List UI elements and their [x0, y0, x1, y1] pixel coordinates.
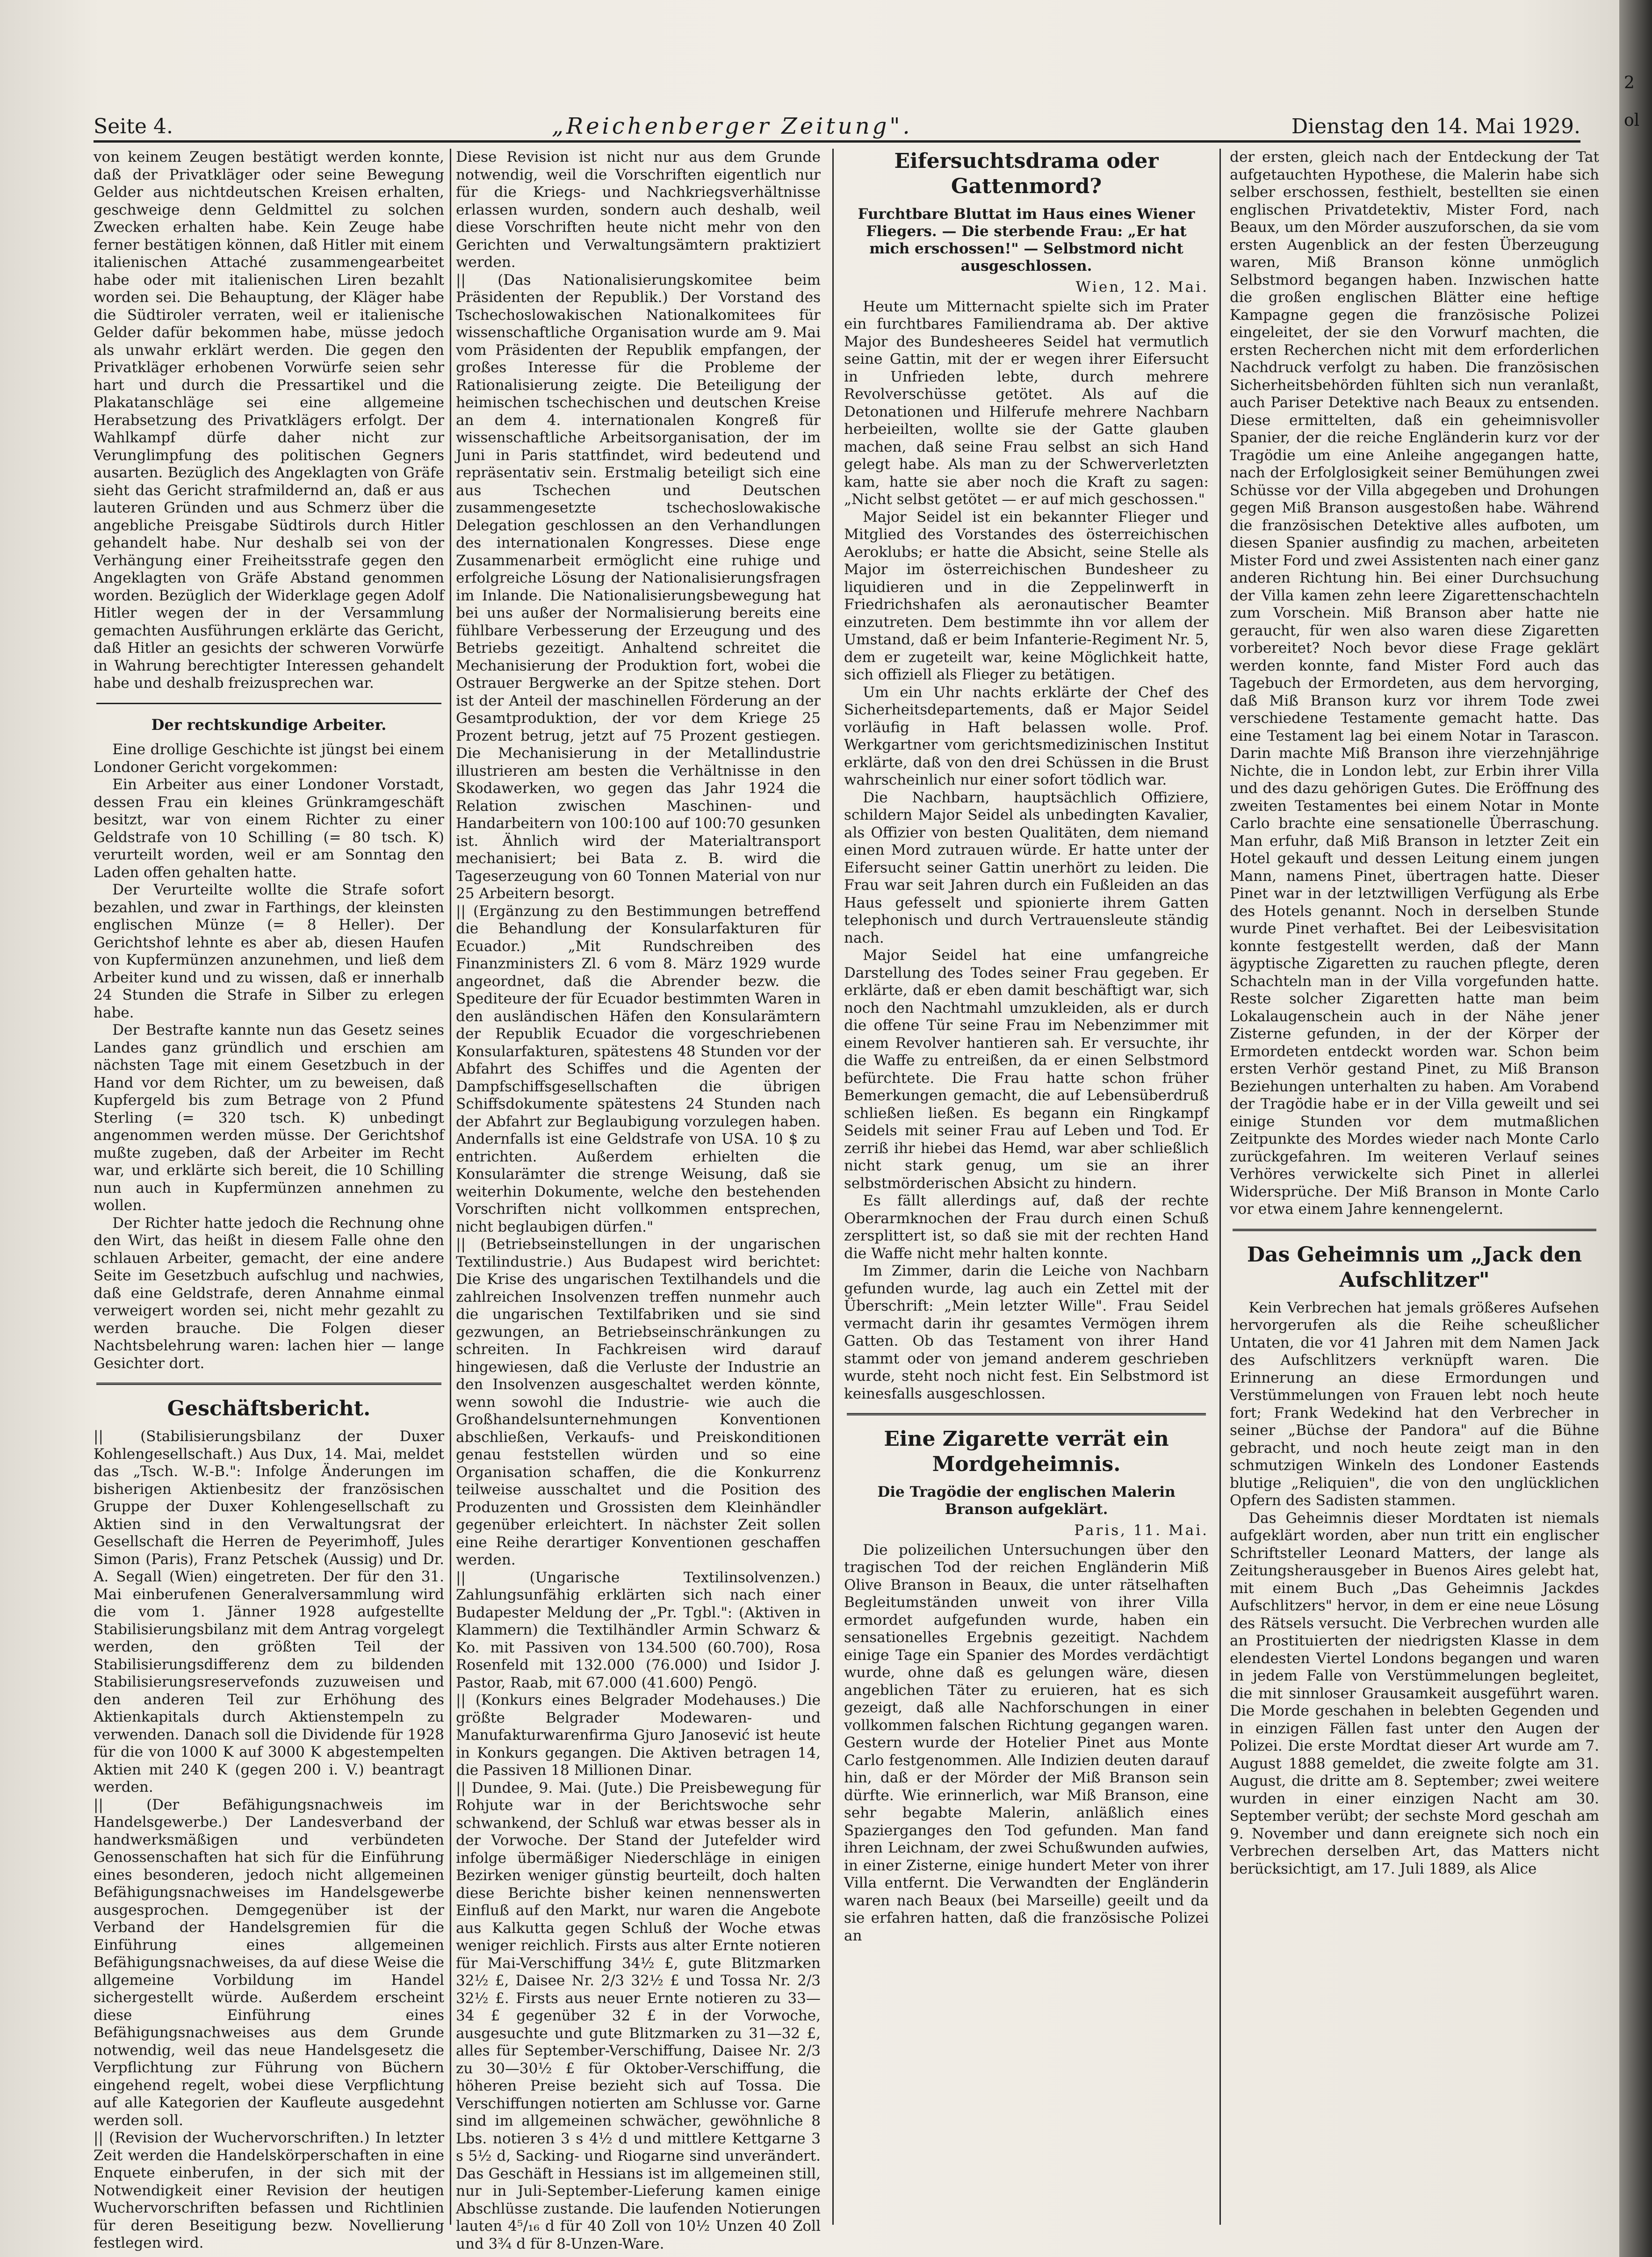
report-item: || Dundee, 9. Mai. (Jute.) Die Preisbewegung für Rohjute war in der Berichtswoche sehr schwankend, der Schluß war etwas besser als in der Vorwoche. Der Stand der Jutefelder wird infolge übermäßiger Niederschläge in einigen Bezirken weniger günstig beurteilt, doch halten diese Berichte bisher keinen nennenswerten Einfluß auf den Markt, nur waren die Angebote aus Kalkutta gegen Schluß der Woche etwas weniger reichlich. Firsts aus alter Ernte notieren für Mai-Verschiffung 34½ £, gute Blitzmarken 32½ £, Daisee Nr. 2/3 32½ £ und Tossa Nr. 2/3 32½ £. Firsts aus neuer Ernte notieren zu 33—34 £ gegenüber 32 £ in der Vorwoche, ausgesuchte und gute Blitzmarken zu 31—32 £, alles für September-Verschiffung, Daisee Nr. 2/3 zu 30—30½ £ für Oktober-Verschiffung, die höheren Preise bezieht sich auf Tossa. Die Verschiffungen notierten am Schlusse vor. Garne sind im allgemeinen schwächer, gewöhnliche 8 Lbs. notieren 3 s 4½ d und mittlere Kettgarne 3 s 5½ d, Sacking- und Riogarne sind unverändert. Das Geschäft in Hessians ist im allgemeinen still, nur in Juli-September-Lieferung kamen einige Abschlüsse zustande. Die laufenden Notierungen lauten 4⁵/₁₆ d für 40 Zoll von 10½ Unzen 40 Zoll und 3¾ d für 8-Unzen-Ware. [456, 1779, 821, 2252]
dateline: Paris, 11. Mai. [1074, 1522, 1209, 1539]
article-paragraph: Heute um Mitternacht spielte sich im Prater ein furchtbares Familiendrama ab. Der aktive Major des Bundesheeres Seidel hat vermutlich seine Gattin, mit der er wegen ihrer Eifersucht in Unfrieden lebte, durch mehrere Revolverschüsse getötet. Als auf die Detonationen und Hilferufe mehrere Nachbarn herbeieilten, wollte sie der Gatte glauben machen, daß seine Frau selbst an sich Hand gelegt habe. Als man zu der Schwerverletzten kam, hatte sie aber noch die Kraft zu sagen: „Nicht selbst getötet — er auf mich geschossen." [844, 298, 1209, 508]
report-item: || (Stabilisierungsbilanz der Duxer Kohlengesellschaft.) Aus Dux, 14. Mai, meldet das „Tsch. W.-B.": Infolge Änderungen im bisherigen Aktienbesitz der französischen Gruppe der Duxer Kohlengesellschaft zu Aktien sind in den Verwaltungsrat der Gesellschaft die Herren de Peyerimhoff, Jules Simon (Paris), Franz Petschek (Aussig) und Dr. A. Segall (Wien) eingetreten. Der für den 31. Mai einberufenen Generalversammlung wird die vom 1. Jänner 1928 aufgestellte Stabilisierungsbilanz mit dem Antrag vorgelegt werden, den größten Teil der Stabilisierungsdifferenz dem zu bildenden Stabilisierungsreservefonds zuzuweisen und den anderen Teil zur Erhöhung des Aktienkapitals durch Aktienstempeln zu verwenden. Danach soll die Dividende für 1928 für die von 1000 K auf 3000 K abgestempelten Aktien mit 240 K (gegen 200 i. V.) beantragt werden. [94, 1428, 444, 1796]
report-item: || (Betriebseinstellungen in der ungarischen Textilindustrie.) Aus Budapest wird berichtet: Die Krise des ungarischen Textilhandels und die zahlreichen Insolvenzen treffen nunmehr auch die ungarischen Textilfabriken und sie sind gezwungen, an Betriebseinschränkungen zu schreiten. In Fachkreisen wird darauf hingewiesen, daß die Verluste der Industrie an den Insolvenzen ausgeschaltet werden könnte, wenn sowohl die Industrie- wie auch die Großhandelsunternehmungen Konventionen abschließen, Verkaufs- und Preiskonditionen genau feststellen würden und so eine Organisation schaffen, die die Konkurrenz teilweise ausschaltet und die Position des Produzenten und Grossisten dem Kleinhändler gegenüber erleichtert. In nächster Zeit sollen eine Reihe derartiger Konventionen geschaffen werden. [456, 1236, 821, 1568]
article-paragraph: Das Geheimnis dieser Mordtaten ist niemals aufgeklärt worden, aber nun tritt ein englischer Schriftsteller Leonard Matters, der lange als Zeitungsherausgeber in Buenos Aires gelebt hat, mit einem Buch „Das Geheimnis Jackdes Aufschlitzers" hervor, in dem er eine neue Lösung des Rätsels versucht. Die Verbrechen wurden alle an Prostituierten der niedrigsten Klasse in dem elendesten Viertel Londons begangen und waren in jedem Falle von Verstümmelungen begleitet, die mit sinnloser Grausamkeit ausgeführt waren. Die Morde geschahen in belebten Gegenden und in einzigen Fällen fast unter den Augen der Polizei. Die erste Mordtat dieser Art wurde am 7. August 1888 gemeldet, die zweite folgte am 31. August, die dritte am 8. September; zwei weitere wurden in einer einzigen Nacht am 30. September verübt; der sechste Mord geschah am 9. November und dann ereignete sich noch ein Verbrechen derselben Art, das Matters nicht berücksichtigt, am 17. Juli 1889, als Alice [1230, 1509, 1599, 1877]
report-item: || (Ungarische Textilinsolvenzen.) Zahlungsunfähig erklärten sich nach einer Budapester Meldung der „Pr. Tgbl.": (Aktiven in Klammern) die Textilhändler Armin Schwarz & Ko. mit Passiven von 134.500 (60.700), Rosa Rosenfeld mit 132.000 (76.000) und Isidor J. Pastor, Raab, mit 67.000 (41.600) Pengö. [456, 1569, 821, 1691]
article-paragraph: Im Zimmer, darin die Leiche von Nachbarn gefunden wurde, lag auch ein Zettel mit der Überschrift: „Mein letzter Wille". Frau Seidel vermacht darin ihr gesamtes Vermögen ihrem Gatten. Ob das Testament von ihrer Hand stammt oder von jemand anderem geschrieben wurde, steht noch nicht fest. Ein Selbstmord ist keinesfalls ausgeschlossen. [844, 1262, 1209, 1402]
article-deck: Furchtbare Bluttat im Haus eines Wiener Fliegers. — Die sterbende Frau: „Er hat mich erschossen!" — Selbstmord nicht ausgeschlossen. [858, 206, 1195, 274]
article-paragraph: Ein Arbeiter aus einer Londoner Vorstadt, dessen Frau ein kleines Grünkramgeschäft besitzt, war von einem Richter zu einer Geldstrafe von 10 Schilling (= 80 tsch. K) verurteilt worden, weil er am Sonntag den Laden offen gehalten hatte. [94, 776, 444, 881]
report-item: || (Revision der Wuchervorschriften.) In letzter Zeit werden die Handelskörperschaften in eine Enquete einberufen, in der sich mit der Notwendigkeit einer Revision der heutigen Wuchervorschriften befassen und Richtlinien für deren Beseitigung bezw. Novellierung festlegen wird. [94, 2129, 444, 2251]
article-paragraph: Um ein Uhr nachts erklärte der Chef des Sicherheitsdepartements, daß er Major Seidel vorläufig in Haft belassen wolle. Prof. Werkgartner vom gerichtsmedizinischen Institut erklärte, daß von den drei Schüssen in die Brust wahrscheinlich nur einer sofort tödlich war. [844, 684, 1209, 788]
report-item: || (Konkurs eines Belgrader Modehauses.) Die größte Belgrader Modewaren- und Manufakturwarenfirma Gjuro Janosević ist heute in Konkurs gegangen. Die Aktiven betragen 14, die Passiven 18 Millionen Dinar. [456, 1692, 821, 1779]
section-rule [96, 703, 441, 704]
section-heading: Geschäftsbericht. [167, 1397, 371, 1421]
article-paragraph: Es fällt allerdings auf, daß der rechte Oberarmknochen der Frau durch einen Schuß zersplittert ist, so daß sie mit der rechten Hand die Waffe nicht mehr halten konnte. [844, 1192, 1209, 1262]
article-deck: Die Tragödie der englischen Malerin Branson aufgeklärt. [877, 1484, 1176, 1518]
page-number: Seite 4. [94, 114, 173, 138]
article-paragraph: Major Seidel ist ein bekannter Flieger und Mitglied des Vorstandes des österreichischen Aeroklubs; er hatte die Absicht, seine Stelle als Major im österreichischen Bundesheer zu liquidieren und in die Zeppelinwerft in Friedrichshafen als aeronautischer Beamter einzutreten. Dem bestimmte ihn vor allem der Umstand, daß er beim Infanterie-Regiment Nr. 5, dem er zugeteilt war, keine Möglichkeit hatte, sich offiziell als Flieger zu betätigen. [844, 508, 1209, 683]
article-paragraph: Die polizeilichen Untersuchungen über den tragischen Tod der reichen Engländerin Miß Olive Branson in Beaux, die unter rätselhaften Begleitumständen unweit von ihrer Villa ermordet aufgefunden wurde, haben ein sensationelles Ergebnis gezeitigt. Nachdem einige Tage ein Spanier des Mordes verdächtigt wurde, ohne daß es gelungen wäre, diesen angeblichen Täter zu eruieren, hat es sich gezeigt, daß alle Nachforschungen in einer vollkommen falschen Richtung gegangen waren. Gestern wurde der Hotelier Pinet aus Monte Carlo festgenommen. Alle Indizien deuten darauf hin, daß er der Mörder der Miß Branson sein dürfte. Wie erinnerlich, war Miß Branson, eine sehr begabte Malerin, anläßlich eines Spazierganges den Tod gefunden. Man fand ihren Leichnam, der zwei Schußwunden aufwies, in einer Zisterne, einige hundert Meter von ihrer Villa entfernt. Die Verwandten der Engländerin waren nach Beaux (bei Marseille) geeilt und da sie erfahren hatten, daß die französische Polizei an [844, 1541, 1209, 1944]
article-paragraph: von keinem Zeugen bestätigt werden konnte, daß der Privatkläger oder seine Bewegung Gelder aus nichtdeutschen Kreisen erhalten, geschweige denn Geldmittel zu solchen Zwecken erhalten habe. Kein Zeuge habe ferner bestätigen können, daß Hitler mit einem italienischen Attaché zusammengearbeitet habe oder mit italienischen Liren bezahlt worden sei. Die Behauptung, der Kläger habe die Südtiroler verraten, weil er italienische Gelder dafür bekommen habe, müsse jedoch als unwahr erklärt werden. Die gegen den Privatkläger erhobenen Vorwürfe seien sehr hart und durch die Pressartikel und die Plakatanschläge sei eine allgemeine Herabsetzung des Privatklägers erfolgt. Der Wahlkampf dürfe daher nicht zur Verunglimpfung des politischen Gegners ausarten. Bezüglich des Angeklagten von Gräfe sieht das Gericht strafmildernd an, daß er aus lauteren Gründen und aus Schmerz über die angebliche Preisgabe Südtirols durch Hitler gehandelt habe. Nur deshalb sei von der Verhängung einer Freiheitsstrafe gegen den Angeklagten von Gräfe Abstand genommen worden. Bezüglich der Widerklage gegen Adolf Hitler wegen der in der Versammlung gemachten Ausführungen erklärte das Gericht, daß Hitler an gesichts der schweren Vorwürfe in Wahrung berechtigter Interessen gehandelt habe und deshalb freizusprechen war. [94, 149, 444, 692]
dateline: Wien, 12. Mai. [1075, 279, 1209, 296]
section-rule [96, 1383, 441, 1385]
article-paragraph: Der Verurteilte wollte die Strafe sofort bezahlen, und zwar in Farthings, der kleinsten englischen Münze (= 8 Heller). Der Gerichtshof lehnte es aber ab, diesen Haufen von Kupfermünzen anzunehmen, und ließ dem Arbeiter kund und zu wissen, daß er innerhalb 24 Stunden die Strafe in Silber zu erlegen habe. [94, 881, 444, 1021]
report-item: || (Das Nationalisierungskomitee beim Präsidenten der Republik.) Der Vorstand des Tschechoslowakischen Nationalkomitees für wissenschaftliche Organisation wurde am 9. Mai vom Präsidenten der Republik empfangen, der großes Interesse für die Probleme der Rationalisierung zeigte. Die Beteiligung der heimischen tschechischen und deutschen Kreise an dem 4. internationalen Kongreß für wissenschaftliche Arbeitsorganisation, der im Juni in Paris stattfindet, wird bedeutend und repräsentativ sein. Erstmalig beteiligt sich eine aus Tschechen und Deutschen zusammengesetzte tschechoslowakische Delegation geschlossen an den Verhandlungen des internationalen Kongresses. Diese enge Zusammenarbeit ermöglicht eine ruhige und erfolgreiche Lösung der Nationalisierungsfragen im Inlande. Die Nationalisierungsbewegung hat bei uns außer der Normalisierung bereits eine fühlbare Verbesserung der Erzeugung und des Betriebs gezeitigt. Anhaltend schreitet die Mechanisierung der Produktion fort, wobei die Ostrauer Bergwerke an der Spitze stehen. Dort ist der Anteil der maschinellen Förderung an der Gesamtproduktion, der vor dem Kriege 25 Prozent betrug, jetzt auf 75 Prozent gestiegen. Die Mechanisierung in der Metallindustrie illustrieren am besten die Verhältnisse in den Skodawerken, wo gegen das Jahr 1924 die Relation zwischen Maschinen- und Handarbeitern von 100:100 auf 100:70 gesunken ist. Ähnlich wird der Materialtransport mechanisiert; bei Bata z. B. wird die Tageserzeugung von 60 Tonnen Material von nur 25 Arbeitern besorgt. [456, 271, 821, 902]
column-rule [832, 149, 834, 2225]
column-rule [450, 149, 451, 2225]
section-rule [1233, 1229, 1596, 1231]
column-2 [456, 149, 821, 2252]
edge-fragment: ol [1624, 111, 1640, 130]
article-headline: Eine Zigarette verrät ein Mordgeheimnis. [884, 1427, 1169, 1476]
section-rule [847, 1413, 1206, 1415]
masthead: „Reichenberger Zeitung". [552, 113, 913, 139]
article-paragraph: der ersten, gleich nach der Entdeckung der Tat aufgetauchten Hypothese, die Malerin habe sich selber erschossen, festhielt, bestellten sie einen englischen Privatdetektiv, Mister Ford, nach Beaux, um den Mörder auszuforschen, da sie vom ersten Augenblick an der festen Überzeugung waren, Miß Branson könne unmöglich Selbstmord begangen haben. Inzwischen hatte die großen englischen Blätter eine heftige Kampagne gegen die französische Polizei eingeleitet, der sie den Vorwurf machten, die ersten Recherchen nicht mit dem erforderlichen Nachdruck verfolgt zu haben. Die französischen Sicherheitsbehörden fühlten sich nun veranlaßt, auch Pariser Detektive nach Beaux zu entsenden. Diese ermittelten, daß ein geheimnisvoller Spanier, der die reiche Engländerin kurz vor der Tragödie um eine Anleihe angegangen hatte, nach der Erfolglosigkeit seiner Bemühungen zwei Schüsse vor der Villa abgegeben und Drohungen gegen Miß Branson ausgestoßen habe. Während die französischen Detektive alles aufboten, um diesen Spanier ausfindig zu machen, arbeiteten Mister Ford und zwei Assistenten nach einer ganz anderen Richtung hin. Bei einer Durchsuchung der Villa kamen zehn leere Zigarettenschachteln zum Vorschein. Miß Branson aber hatte nie geraucht, für wen also waren diese Zigaretten vorbereitet? Noch bevor diese Frage geklärt werden konnte, fand Mister Ford auch das Tagebuch der Ermordeten, aus dem hervorging, daß Miß Branson kurz vor ihrem Tode zwei verschiedene Testamente gemacht hatte. Das eine Testament lag bei einem Notar in Tarascon. Darin machte Miß Branson ihre vierzehnjährige Nichte, die in London lebt, zur Erbin ihrer Villa und des dazu gehörigen Gutes. Die Eröffnung des zweiten Testamentes bei einem Notar in Monte Carlo brachte eine sensationelle Überraschung. Man erfuhr, daß Miß Branson in letzter Zeit ein Hotel gekauft und dessen Leitung einem jungen Mann, namens Pinet, übertragen hatte. Dieser Pinet war in der letztwilligen Verfügung als Erbe des Hotels genannt. Noch in derselben Stunde wurde Pinet verhaftet. Bei der Leibesvisitation konnte festgestellt werden, daß der Mann ägyptische Zigaretten zu rauchen pflegte, deren Schachteln man in der Villa vorgefunden hatte. Reste solcher Zigaretten hatte man beim Lokalaugenschein auch in der Nähe jener Zisterne gefunden, in der der Körper der Ermordeten entdeckt worden war. Schon beim ersten Verhör gestand Pinet, zu Miß Branson Beziehungen unterhalten zu haben. Am Vorabend der Tragödie habe er in der Villa geweilt und sei einige Stunden vor dem mutmaßlichen Zeitpunkte des Mordes wieder nach Monte Carlo zurückgefahren. Im weiteren Verlauf seines Verhöres verwickelte sich Pinet in allerlei Widersprüche. Der Miß Branson in Monte Carlo vor etwa einem Jahre kennengelernt. [1230, 149, 1599, 1218]
article-paragraph: Eine drollige Geschichte ist jüngst bei einem Londoner Gericht vorgekommen: [94, 741, 444, 776]
adjacent-page-edge [1619, 0, 1652, 2257]
report-item: Diese Revision ist nicht nur aus dem Grunde notwendig, weil die Vorschriften eigentlich nur für die Kriegs- und Nachkriegsverhältnisse erlassen wurden, sondern auch deshalb, weil diese Vorschriften heute nicht mehr von den Gerichten und Verwaltungsämtern praktiziert werden. [456, 149, 821, 271]
column-rule [1219, 149, 1221, 2225]
column-4 [1230, 149, 1599, 2225]
page-header [94, 108, 1580, 145]
header-rule [94, 140, 1580, 143]
article-headline: Das Geheimnis um „Jack den Aufschlitzer" [1247, 1242, 1582, 1292]
article-paragraph: Die Nachbarn, hauptsächlich Offiziere, schildern Major Seidel als unbedingten Kavalier, als Offizier von besten Qualitäten, dem niemand einen Mord zutrauen würde. Er hatte unter der Eifersucht seiner Gattin unerhört zu leiden. Die Frau war seit Jahren durch ein Fußleiden an das Haus gefesselt und spionierte ihrem Gatten telephonisch und durch Vertrauensleute ständig nach. [844, 789, 1209, 946]
edge-fragment: 2 [1624, 73, 1635, 93]
issue-date: Dienstag den 14. Mai 1929. [1291, 114, 1580, 138]
report-item: || (Ergänzung zu den Bestimmungen betreffend die Behandlung der Konsularfakturen für Ecuador.) „Mit Rundschreiben des Finanzministers Zl. 6 vom 8. März 1929 wurde angeordnet, daß die Abrender bezw. die Spediteure der für Ecuador bestimmten Waren in den ausländischen Häfen den Konsularämtern der Republik Ecuador die vorgeschriebenen Konsularfakturen, spätestens 48 Stunden vor der Abfahrt des Schiffes und die Agenten der Dampfschiffsgesellschaften die übrigen Schiffsdokumente spätestens 24 Stunden nach der Abfahrt zur Beglaubigung vorzulegen haben. Andernfalls ist eine Geldstrafe von USA. 10 $ zu entrichten. Außerdem erhielten die Konsularämter die strenge Weisung, daß sie weiterhin Dokumente, welche den bestehenden Vorschriften nicht vollkommen entsprechen, nicht beglaubigen dürfen." [456, 902, 821, 1235]
article-paragraph: Kein Verbrechen hat jemals größeres Aufsehen hervorgerufen als die Reihe scheußlicher Untaten, die vor 41 Jahren mit dem Namen Jack des Aufschlitzers verknüpft waren. Die Erinnerung an diese Ermordungen und Verstümmelungen von Frauen lebt noch heute fort; Frank Wedekind hat den Verbrecher in seiner „Büchse der Pandora" auf die Bühne gebracht, und noch heute zeigt man in den schmutzigen Winkeln des Londoner Eastends blutige „Reliquien", die von den unglücklichen Opfern des Sadisten stammen. [1230, 1299, 1599, 1509]
report-item: || (Der Befähigungsnachweis im Handelsgewerbe.) Der Landesverband der handwerksmäßigen und verbündeten Genossenschaften hat sich für die Einführung eines besonderen, jedoch nicht allgemeinen Befähigungsnachweises im Handelsgewerbe ausgesprochen. Demgegenüber ist der Verband der Handelsgremien für die Einführung eines allgemeinen Befähigungsnachweises, da auf diese Weise die allgemeine Vorbildung im Handel sichergestellt würde. Außerdem erscheint diese Einführung eines Befähigungsnachweises aus dem Grunde notwendig, weil das neue Handelsgesetz die Verpflichtung zur Führung von Büchern eingehend regelt, wobei diese Verpflichtung auf alle Kategorien der Kaufleute ausgedehnt werden soll. [94, 1796, 444, 2129]
column-1 [94, 149, 444, 2251]
article-paragraph: Der Richter hatte jedoch die Rechnung ohne den Wirt, das heißt in diesem Falle ohne den schlauen Arbeiter, gemacht, der eine andere Seite im Gesetzbuch aufschlug und nachwies, daß eine Geldstrafe, deren Annahme einmal verweigert worden sei, nicht mehr gezahlt zu werden brauche. Die Folgen dieser Nachtsbelehrung waren: lachen hier — lange Gesichter dort. [94, 1214, 444, 1372]
column-3 [844, 149, 1209, 2225]
article-paragraph: Der Bestrafte kannte nun das Gesetz seines Landes ganz gründlich und erschien am nächsten Tage mit einem Gesetzbuch in der Hand vor dem Richter, um zu beweisen, daß Kupfergeld bis zum Betrage von 2 Pfund Sterling (= 320 tsch. K) unbedingt angenommen werden müsse. Der Gerichtshof mußte zugeben, daß der Arbeiter im Recht war, und erklärte sich bereit, die 10 Schilling nun auch in Kupfermünzen annehmen zu wollen. [94, 1022, 444, 1214]
article-heading: Der rechtskundige Arbeiter. [151, 715, 387, 734]
article-headline: Eifersuchtsdrama oder Gattenmord? [894, 149, 1159, 198]
article-paragraph: Major Seidel hat eine umfangreiche Darstellung des Todes seiner Frau gegeben. Er erklärte, daß er eben damit beschäftigt war, sich noch den Nachtmahl umzukleiden, als er durch die offene Tür seine Frau im Nebenzimmer mit einem Revolver hantieren sah. Er versuchte, ihr die Waffe zu entreißen, da er einen Selbstmord befürchtete. Die Frau hatte schon früher Bemerkungen gemacht, die auf Lebensüberdruß schließen ließen. Es begann ein Ringkampf Seidels mit seiner Frau auf Leben und Tod. Er zerriß ihr hiebei das Hemd, war aber schließlich nicht stark genug, um sie an ihrer selbstmörderischen Absicht zu hindern. [844, 947, 1209, 1192]
